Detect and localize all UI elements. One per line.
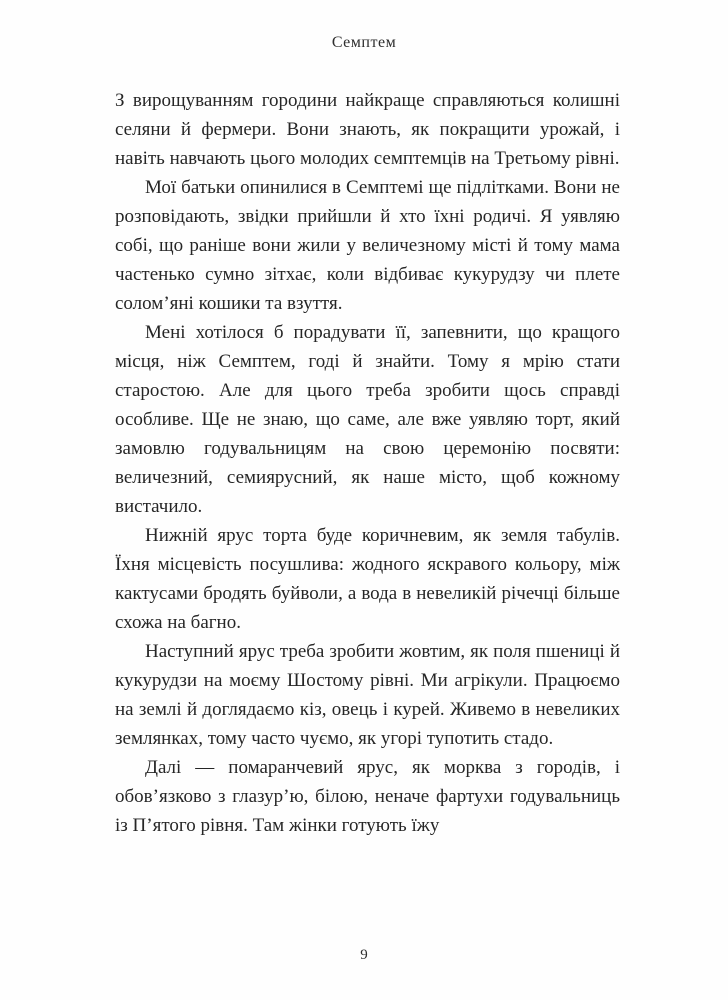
running-head: Семптем — [331, 34, 397, 51]
paragraph: Далі — помаранчевий ярус, як морква з городів, і обов’язково з глазур’ю, білою, неначе фартухи годувальниць із П’ятого рівня. Там жінки готують їжу — [115, 757, 620, 836]
paragraph: Наступний ярус треба зробити жовтим, як поля пшениці й кукурудзи на моєму Шостому рівні. Ми агрікули. Працюємо на землі й доглядаємо кіз, овець і курей. Живемо в невеликих землянках, тому часто чуємо, як угорі тупотить стадо. — [115, 641, 620, 749]
body-text — [115, 86, 620, 840]
paragraph: Нижній ярус торта буде коричневим, як земля табулів. Їхня місцевість посушлива: жодного яскравого кольору, між кактусами бродять буйволи, а вода в невеликій річечці більше схожа на багно. — [115, 525, 620, 633]
paragraph: Мені хотілося б порадувати її, запевнити, що кращого місця, ніж Семптем, годі й знайти. Тому я мрію стати старостою. Але для цього треба зробити щось справді особливе. Ще не знаю, що саме, але вже уявляю торт, який замовлю годувальницям на свою церемонію посвяти: величезний, семиярусний, як наше місто, щоб кожному вистачило. — [115, 322, 620, 517]
paragraph: З вирощуванням городини найкраще справляються колишні селяни й фермери. Вони знають, як покращити урожай, і навіть навчають цього молодих семптемців на Третьому рівні. — [115, 90, 620, 169]
paragraph: Мої батьки опинилися в Семптемі ще підлітками. Вони не розповідають, звідки прийшли й хто їхні родичі. Я уявляю собі, що раніше вони жили у величезному місті й тому мама частенько сумно зітхає, коли відбиває кукурудзу чи плете солом’яні кошики та взуття. — [115, 177, 620, 314]
page-number: 9 — [360, 947, 368, 963]
